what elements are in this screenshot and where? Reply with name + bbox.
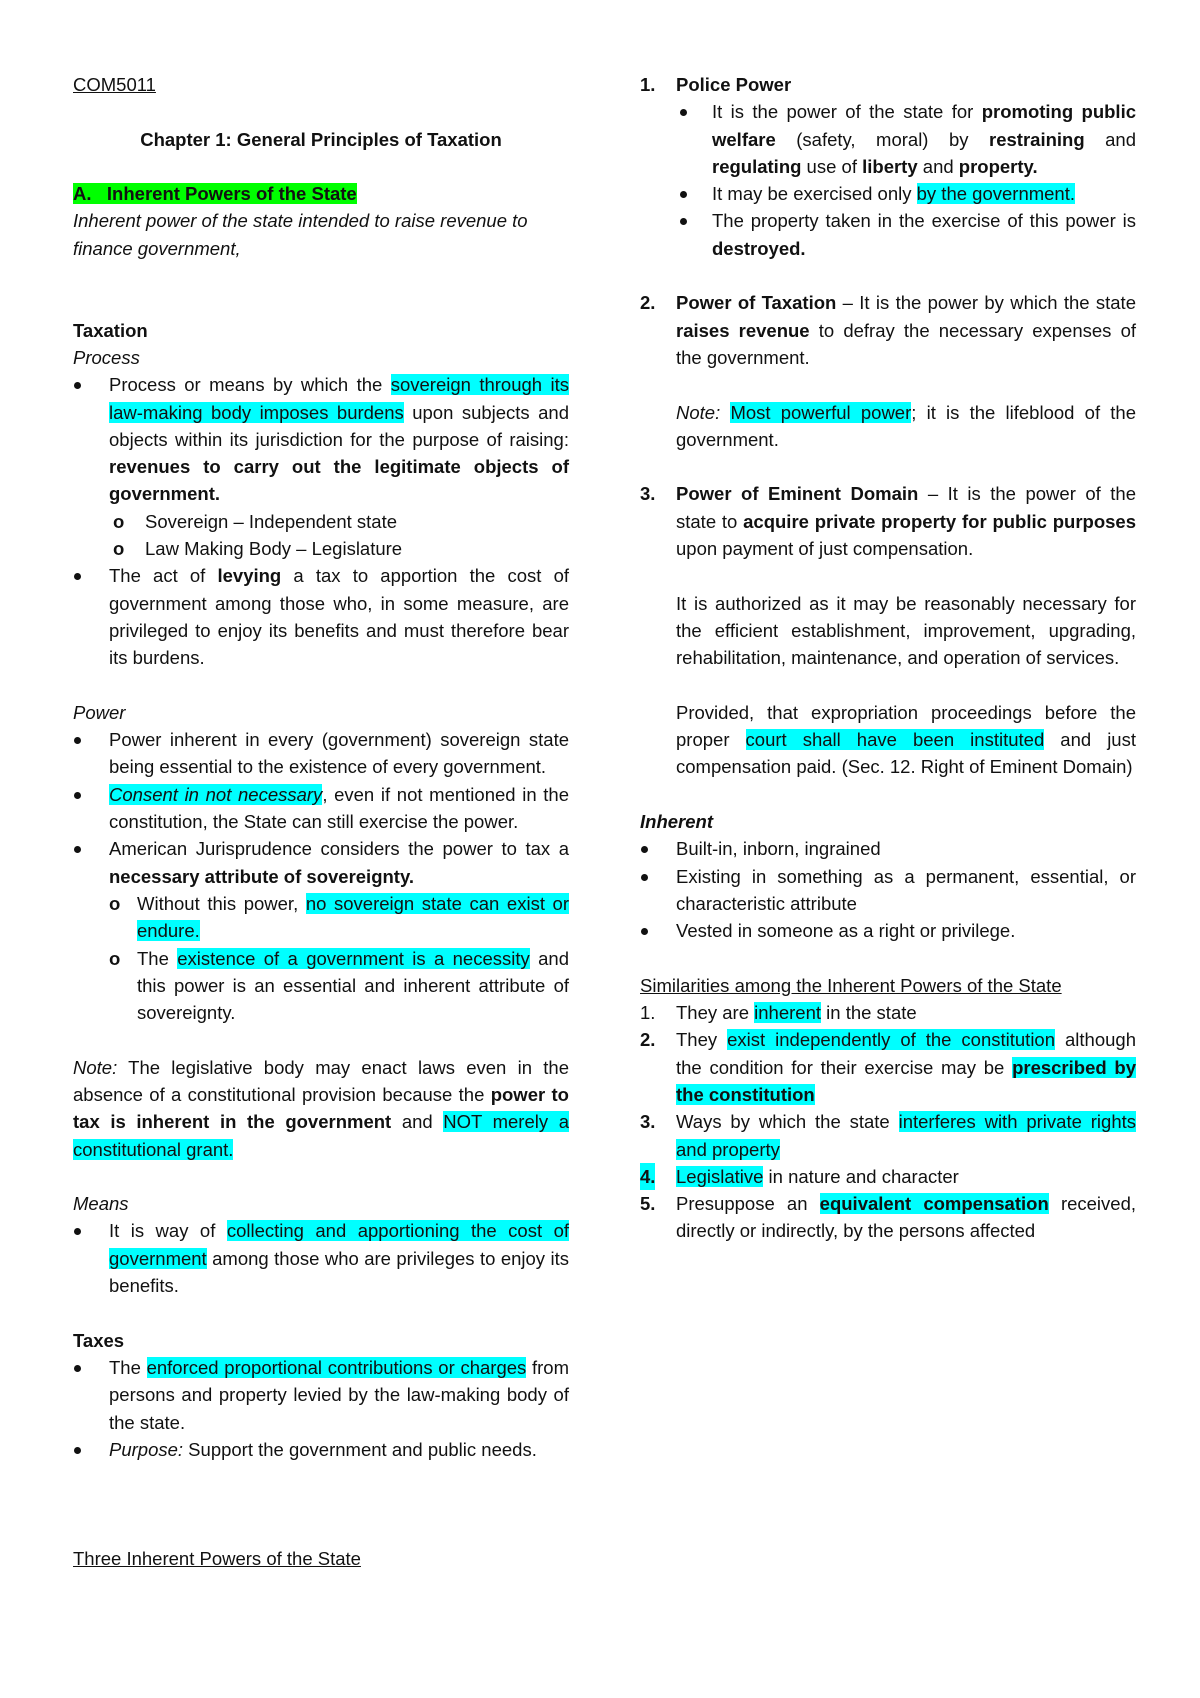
list-item: 2. They exist independently of the constitution although the condition for their exercise may be prescribed by the constitution: [640, 1029, 1137, 1105]
left-column: [73, 71, 569, 1572]
inherent-label: Inherent: [640, 811, 713, 833]
list-item: 4. Legislative in nature and character: [640, 1163, 1136, 1190]
power-label: Power: [73, 701, 126, 723]
note-paragraph: Note: The legislative body may enact laws even in the absence of a constitutional provision because the power to tax is inherent in the government and NOT merely a constitutional grant.: [73, 1056, 570, 1160]
course-code: COM5011: [73, 74, 156, 95]
taxes-heading: Taxes: [73, 1329, 125, 1351]
list-item: Power inherent in every (government) sovereign state being essential to the existence of every government.: [73, 726, 569, 781]
sub-list-item: o Without this power, no sovereign state can exist or endure.: [109, 892, 570, 942]
sub-list-item: o Sovereign – Independent state: [113, 510, 397, 532]
taxation-power-item: 2. Power of Taxation – It is the power by which the state raises revenue to defray the necessary expenses of the government.: [640, 292, 1137, 368]
list-item: American Jurisprudence considers the power to tax a necessary attribute of sovereignty.: [73, 835, 569, 890]
eminent-proviso: Provided, that expropriation proceedings before the proper court shall have been instituted and just compensation paid. (Sec. 12. Right of Eminent Domain): [676, 701, 1136, 778]
list-item: Built-in, inborn, ingrained: [640, 835, 1136, 862]
section-a-heading: [73, 180, 569, 207]
note-paragraph: Note: Most powerful power; it is the lifeblood of the government.: [676, 401, 1137, 450]
list-item: Existing in something as a permanent, essential, or characteristic attribute: [640, 863, 1136, 918]
three-powers-heading: Three Inherent Powers of the State: [73, 1548, 361, 1570]
list-item: It is the power of the state for promoting public welfare (safety, moral) by restraining and regulating use of liberty and property.: [640, 98, 1136, 180]
list-item: Vested in someone as a right or privilege.: [640, 917, 1136, 944]
list-item: It may be exercised only by the government.: [640, 180, 1136, 207]
similarities-heading: Similarities among the Inherent Powers of the State: [640, 974, 1062, 996]
intro-text: Inherent power of the state intended to raise revenue to finance government,: [73, 210, 528, 259]
list-item: 3. Ways by which the state interferes with private rights and property: [640, 1111, 1136, 1160]
list-item: It is way of collecting and apportioning the cost of government among those who are privileges to enjoy its benefits.: [73, 1217, 569, 1299]
list-item: Process or means by which the sovereign through its law-making body imposes burdens upon subjects and objects within its jurisdiction for the purpose of raising: revenues to carry out the legitimate objects of government.: [73, 371, 569, 507]
process-label: Process: [73, 346, 140, 368]
eminent-domain-item: 3. Power of Eminent Domain – It is the power of the state to acquire private property for public purposes upon payment of just compensation.: [640, 483, 1136, 560]
police-power-heading: 1. Police Power: [640, 74, 792, 95]
list-item: The act of levying a tax to apportion the cost of government among those who, in some measure, are privileged to enjoy its benefits and must therefore bear its burdens.: [73, 562, 569, 671]
eminent-paragraph: It is authorized as it may be reasonably necessary for the efficient establishment, improvement, upgrading, rehabilitation, maintenance, and operation of services.: [676, 592, 1136, 669]
section-a-label: A. Inherent Powers of the State: [73, 183, 357, 205]
sub-list-item: o The existence of a government is a necessity and this power is an essential and inherent attribute of sovereignty.: [109, 947, 569, 1024]
list-item: 1. They are inherent in the state: [640, 1002, 917, 1024]
means-label: Means: [73, 1193, 129, 1215]
chapter-title: Chapter 1: General Principles of Taxation: [140, 128, 502, 150]
list-item: The property taken in the exercise of this power is destroyed.: [640, 207, 1136, 262]
right-column: [640, 71, 1136, 1245]
list-item: 5. Presuppose an equivalent compensation received, directly or indirectly, by the persons affected: [640, 1193, 1137, 1242]
list-item: Consent in not necessary, even if not mentioned in the constitution, the State can still exercise the power.: [73, 781, 569, 836]
list-item: The enforced proportional contributions or charges from persons and property levied by the law-making body of the state.: [73, 1354, 569, 1436]
taxation-heading: Taxation: [73, 319, 148, 341]
sub-list-item: o Law Making Body – Legislature: [113, 538, 403, 560]
list-item: Purpose: Support the government and public needs.: [73, 1436, 569, 1463]
